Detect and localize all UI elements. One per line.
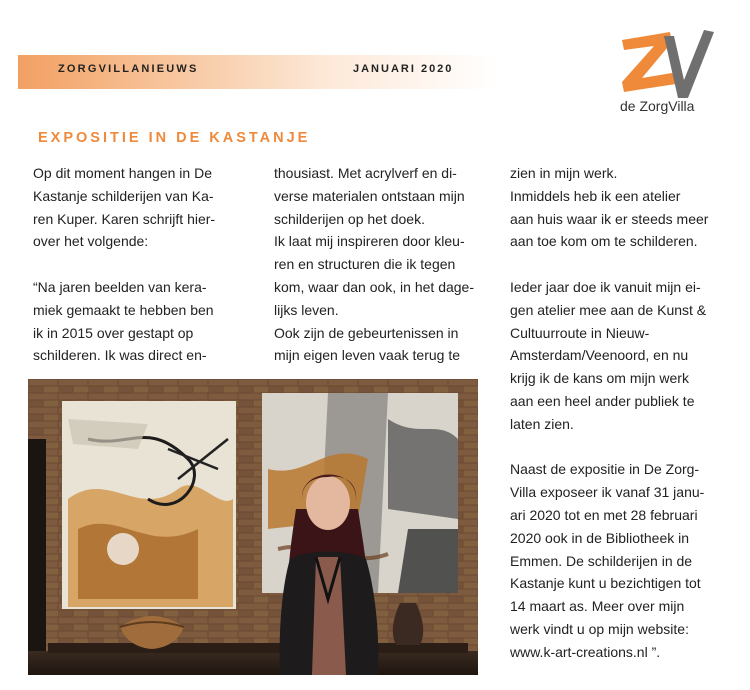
exhibition-photo bbox=[28, 379, 478, 675]
text-line: verse materialen ontstaan mijn bbox=[274, 187, 465, 204]
floor bbox=[28, 651, 478, 675]
text-line: Villa exposeer ik vanaf 31 janu- bbox=[510, 484, 705, 501]
text-line: over het volgende: bbox=[33, 233, 149, 250]
text-line: schilderen. Ik was direct en- bbox=[33, 347, 207, 364]
text-column-1 bbox=[33, 162, 215, 367]
text-line: schilderijen op het doek. bbox=[274, 210, 425, 227]
text-line: Ook zijn de gebeurtenissen in bbox=[274, 324, 459, 341]
text-line: krijg ik de kans om mijn werk bbox=[510, 370, 689, 387]
text-line: 2020 ook in de Bibliotheek in bbox=[510, 529, 690, 546]
text-line: mijn eigen leven vaak terug te bbox=[274, 347, 460, 364]
abstract-painting-left bbox=[62, 401, 236, 609]
text-line: “Na jaren beelden van kera- bbox=[33, 278, 207, 295]
text-line: aan een heel ander publiek te bbox=[510, 392, 695, 409]
text-column-3 bbox=[510, 162, 708, 664]
text-line: miek gemaakt te hebben ben bbox=[33, 301, 214, 318]
text-line: zien in mijn werk. bbox=[510, 165, 618, 181]
text-line: thousiast. Met acrylverf en di- bbox=[274, 165, 457, 181]
text-line: Ik laat mij inspireren door kleu- bbox=[274, 233, 465, 250]
text-line: Cultuurroute in Nieuw- bbox=[510, 324, 650, 341]
text-line: Kastanje schilderijen van Ka- bbox=[33, 187, 214, 204]
text-line: Amsterdam/Veenoord, en nu bbox=[510, 347, 689, 364]
text-line: Kastanje kunt u bezichtigen tot bbox=[510, 575, 701, 592]
dark-doorway bbox=[28, 439, 46, 675]
text-line: lijks leven. bbox=[274, 301, 339, 318]
newsletter-name: ZORGVILLANIEUWS bbox=[58, 63, 199, 75]
text-line: ari 2020 tot en met 28 februari bbox=[510, 506, 698, 523]
text-line: ren Kuper. Karen schrijft hier- bbox=[33, 210, 216, 227]
text-line: werk vindt u op mijn website: bbox=[510, 620, 689, 637]
article-title: EXPOSITIE IN DE KASTANJE bbox=[38, 130, 311, 146]
logo-v-mark bbox=[664, 30, 714, 98]
text-line: aan toe kom om te schilderen. bbox=[510, 233, 698, 250]
issue-date: JANUARI 2020 bbox=[353, 63, 454, 75]
text-line: ren en structuren die ik tegen bbox=[274, 256, 456, 273]
text-line: Emmen. De schilderijen in de bbox=[510, 552, 693, 569]
text-line: www.k-art-creations.nl ”. bbox=[510, 643, 661, 660]
vase bbox=[393, 603, 423, 645]
text-line: Ieder jaar doe ik vanuit mijn ei- bbox=[510, 278, 701, 295]
text-line: 14 maart as. Meer over mijn bbox=[510, 598, 685, 615]
text-line: kom, waar dan ook, in het dage- bbox=[274, 278, 475, 295]
logo-text: de ZorgVilla bbox=[620, 98, 695, 114]
text-line: ik in 2015 over gestapt op bbox=[33, 324, 194, 341]
text-line: Op dit moment hangen in De bbox=[33, 165, 212, 181]
text-line: laten zien. bbox=[510, 415, 574, 432]
text-line: aan huis waar ik er steeds meer bbox=[510, 210, 709, 227]
text-line: gen atelier mee aan de Kunst & bbox=[510, 301, 707, 318]
text-column-2 bbox=[274, 162, 474, 367]
text-line: Inmiddels heb ik een atelier bbox=[510, 187, 681, 204]
text-line: Naast de expositie in De Zorg- bbox=[510, 461, 700, 478]
